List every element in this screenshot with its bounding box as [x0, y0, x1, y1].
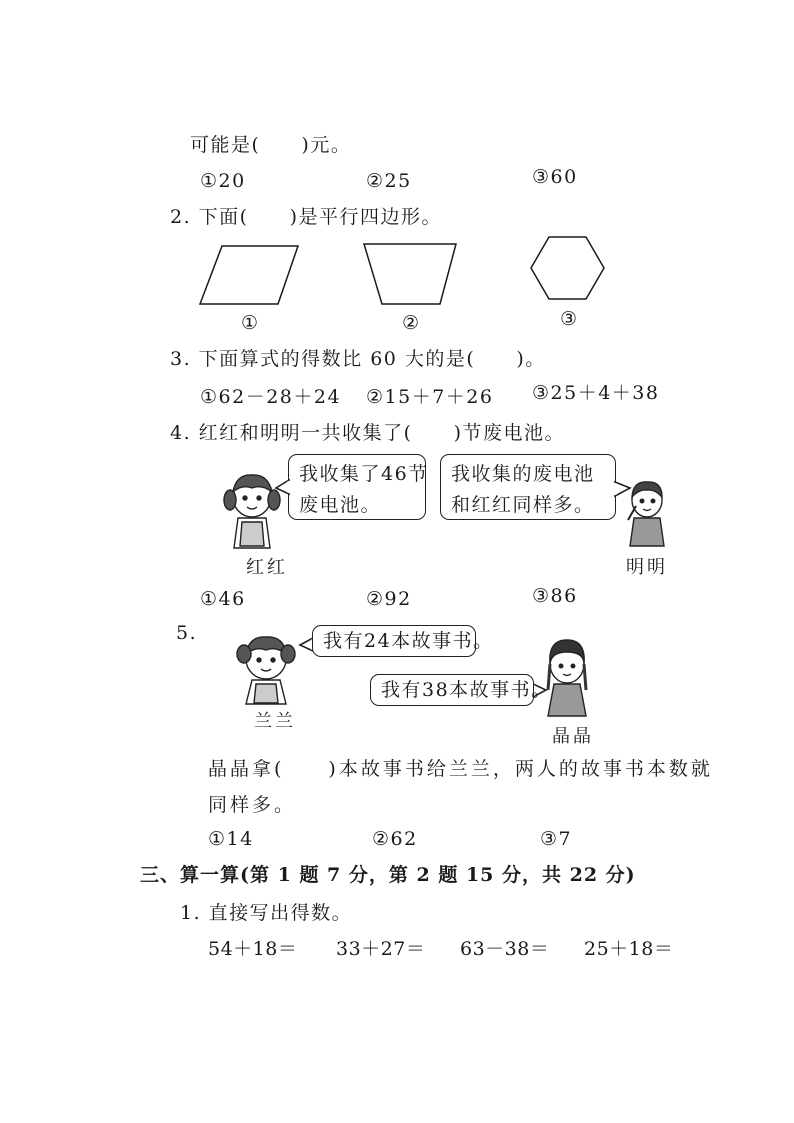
- name-lan-lan: 兰兰: [254, 711, 296, 732]
- q4-option-1: ①46: [200, 588, 246, 610]
- boy-ming-ming-icon: [628, 482, 664, 546]
- q5-option-1: ①14: [208, 828, 254, 850]
- q3-option-3: ③25＋4＋38: [532, 382, 660, 404]
- name-ming-ming: 明明: [626, 557, 668, 578]
- q5-option-3: ③7: [540, 828, 573, 850]
- name-jing-jing: 晶晶: [552, 726, 594, 747]
- q5-number: 5.: [176, 622, 198, 644]
- q5-option-2: ②62: [372, 828, 418, 850]
- q4-stem: 4. 红红和明明一共收集了( )节废电池。: [170, 422, 565, 444]
- q2-shape-label-2: ②: [402, 312, 421, 334]
- q5-stem-line-1: 晶晶拿( )本故事书给兰兰，两人的故事书本数就: [208, 758, 713, 780]
- section-3-title: 三、算一算(第 1 题 7 分，第 2 题 15 分，共 22 分): [140, 864, 636, 886]
- q2-shape-label-1: ①: [241, 312, 260, 334]
- q5-speech-bubble-bottom: 我有38本故事书。: [370, 674, 534, 706]
- q4-bubble-right-line-2: 和红红同样多。: [451, 494, 595, 517]
- q2-stem: 2. 下面( )是平行四边形。: [170, 206, 442, 228]
- name-hong-hong: 红红: [246, 557, 288, 578]
- q4-bubble-left-line-2: 废电池。: [299, 494, 382, 517]
- q4-bubble-left-line-1: 我收集了46节: [299, 463, 429, 485]
- q5-speech-bubble-top: 我有24本故事书。: [312, 625, 476, 657]
- q1-stem-tail: 可能是( )元。: [190, 134, 352, 156]
- equation-4: 25＋18＝: [584, 938, 674, 960]
- q2-shape-label-3: ③: [560, 308, 579, 330]
- girl-jing-jing-icon: [548, 640, 586, 716]
- q4-option-3: ③86: [532, 585, 578, 607]
- q1-option-1: ①20: [200, 170, 246, 192]
- q3-option-2: ②15＋7＋26: [366, 386, 494, 408]
- equation-2: 33＋27＝: [336, 938, 426, 960]
- q1-option-2: ②25: [366, 170, 412, 192]
- equation-1: 54＋18＝: [208, 938, 298, 960]
- q4-bubble-right-line-1: 我收集的废电池: [451, 463, 595, 485]
- q1-option-3: ③60: [532, 166, 578, 188]
- q5-stem-line-2: 同样多。: [208, 794, 297, 816]
- equation-3: 63－38＝: [460, 938, 550, 960]
- q4-option-2: ②92: [366, 588, 412, 610]
- girl-hong-hong-icon: [224, 475, 280, 548]
- q3-stem: 3. 下面算式的得数比 60 大的是( )。: [170, 348, 546, 370]
- girl-lan-lan-icon: [237, 637, 295, 704]
- section-3-q1-stem: 1. 直接写出得数。: [180, 902, 353, 924]
- q3-option-1: ①62－28＋24: [200, 386, 342, 408]
